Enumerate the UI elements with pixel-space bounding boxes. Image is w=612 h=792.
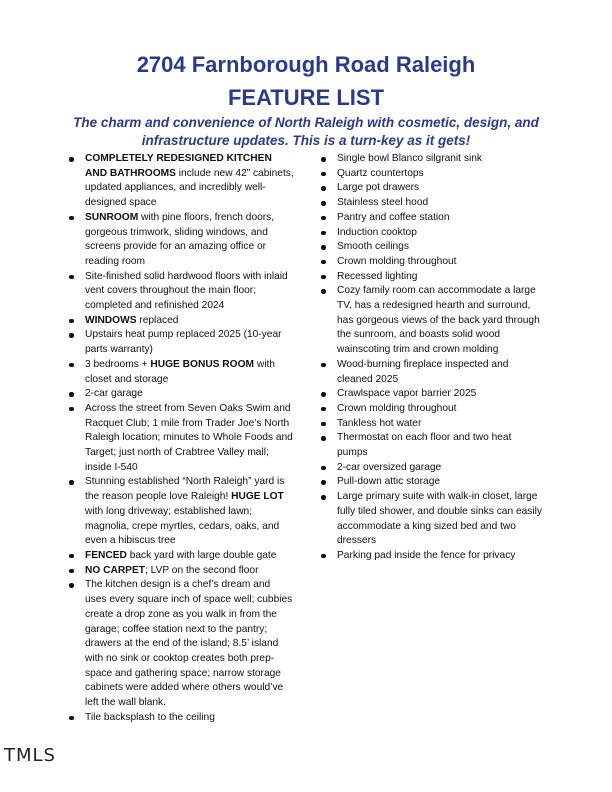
feature-text: include new 42” cabinets, updated appliances, and incredibly well-designed space bbox=[85, 167, 294, 209]
feature-list-left bbox=[68, 152, 294, 725]
feature-item: Smooth ceilings bbox=[320, 240, 544, 255]
feature-text: 2-car garage bbox=[85, 388, 143, 400]
feature-highlight: NO CARPET bbox=[85, 564, 145, 576]
feature-highlight: COMPLETELY REDESIGNED KITCHEN AND BATHROOMS bbox=[85, 153, 272, 179]
feature-text: Site-finished solid hardwood floors with inlaid vent covers throughout the main floor; completed and refinished 2024 bbox=[85, 270, 288, 312]
tagline: The charm and convenience of North Raleigh with cosmetic, design, and infrastructure updates. This is a turn-key as it gets! bbox=[73, 115, 539, 148]
feature-item: Wood-burning fireplace inspected and cleaned 2025 bbox=[320, 358, 544, 387]
feature-text: with pine floors, french doors, gorgeous trimwork, sliding windows, and screens provide for an amazing office or reading room bbox=[85, 211, 275, 267]
feature-text: Upstairs heat pump replaced 2025 (10-year parts warranty) bbox=[85, 329, 282, 356]
mls-logo: TMLS bbox=[4, 745, 56, 766]
feature-text: The kitchen design is a chef’s dream and uses every square inch of space well; cubbies create a drop zone as you walk in from the garage; coffee station next to the pantry; drawers at the end of the island; 8.5’ island with no sink or cooktop creates both prep-space and gathering space; narrow storage cabinets were added where others would’ve left the wall blank. bbox=[85, 579, 293, 709]
feature-item bbox=[68, 578, 294, 710]
feature-text: ; LVP on the second floor bbox=[145, 564, 259, 576]
feature-list-right bbox=[320, 152, 544, 564]
feature-item: Cozy family room can accommodate a large TV, has a redesigned hearth and surround, has gorgeous views of the back yard through the sunroom, and boasts solid wood wainscoting trim and crown molding bbox=[320, 284, 544, 358]
feature-item bbox=[68, 549, 294, 564]
feature-item: Crown molding throughout bbox=[320, 402, 544, 417]
feature-item bbox=[68, 152, 294, 211]
feature-text: with closet and storage bbox=[85, 358, 275, 385]
feature-text: replaced bbox=[136, 314, 179, 326]
feature-item: Crown molding throughout bbox=[320, 255, 544, 270]
feature-item bbox=[68, 387, 294, 402]
page-subtitle-heading: FEATURE LIST bbox=[227, 85, 385, 110]
feature-text: back yard with large double gate bbox=[126, 549, 277, 561]
feature-item: Single bowl Blanco silgranit sink bbox=[320, 152, 544, 167]
feature-item bbox=[68, 711, 294, 726]
feature-item: Stainless steel hood bbox=[320, 196, 544, 211]
feature-item bbox=[68, 475, 294, 549]
feature-highlight: HUGE BONUS ROOM bbox=[150, 358, 254, 370]
feature-item: Parking pad inside the fence for privacy bbox=[320, 549, 544, 564]
feature-item bbox=[68, 314, 294, 329]
feature-highlight: SUNROOM bbox=[85, 211, 139, 223]
feature-item: Induction cooktop bbox=[320, 226, 544, 241]
feature-item: Large pot drawers bbox=[320, 181, 544, 196]
feature-item: Recessed lighting bbox=[320, 270, 544, 285]
feature-item: 2-car oversized garage bbox=[320, 461, 544, 476]
feature-text: Tile backsplash to the ceiling bbox=[85, 711, 215, 723]
feature-item bbox=[68, 270, 294, 314]
feature-highlight: WINDOWS bbox=[85, 314, 137, 326]
feature-item: Crawlspace vapor barrier 2025 bbox=[320, 387, 544, 402]
feature-text: Across the street from Seven Oaks Swim and Racquet Club; 1 mile from Trader Joe’s North Raleigh location; minutes to Whole Foods and Target; just north of Crabtree Valley mall; inside I-540 bbox=[85, 402, 293, 473]
feature-item: Tankless hot water bbox=[320, 417, 544, 432]
page-title: 2704 Farnborough Road Raleigh bbox=[136, 52, 476, 77]
feature-text: 3 bedrooms + bbox=[85, 358, 151, 370]
feature-text: Stunning established “North Raleigh” yard is the reason people love Raleigh! bbox=[85, 476, 285, 503]
feature-text: with long driveway; established lawn; magnolia, crepe myrtles, cedars, oaks, and even a hibiscus tree bbox=[85, 505, 280, 547]
feature-item bbox=[68, 402, 294, 476]
feature-item bbox=[68, 564, 294, 579]
feature-item: Pull-down attic storage bbox=[320, 475, 544, 490]
feature-item bbox=[68, 211, 294, 270]
feature-highlight: FENCED bbox=[85, 549, 127, 561]
feature-highlight: HUGE LOT bbox=[231, 491, 284, 503]
feature-item: Pantry and coffee station bbox=[320, 211, 544, 226]
feature-item: Thermostat on each floor and two heat pumps bbox=[320, 431, 544, 460]
feature-item bbox=[68, 328, 294, 357]
feature-item: Large primary suite with walk-in closet, large fully tiled shower, and double sinks can easily accommodate a king sized bed and two dressers bbox=[320, 490, 544, 549]
feature-item bbox=[68, 358, 294, 387]
feature-item: Quartz countertops bbox=[320, 167, 544, 182]
